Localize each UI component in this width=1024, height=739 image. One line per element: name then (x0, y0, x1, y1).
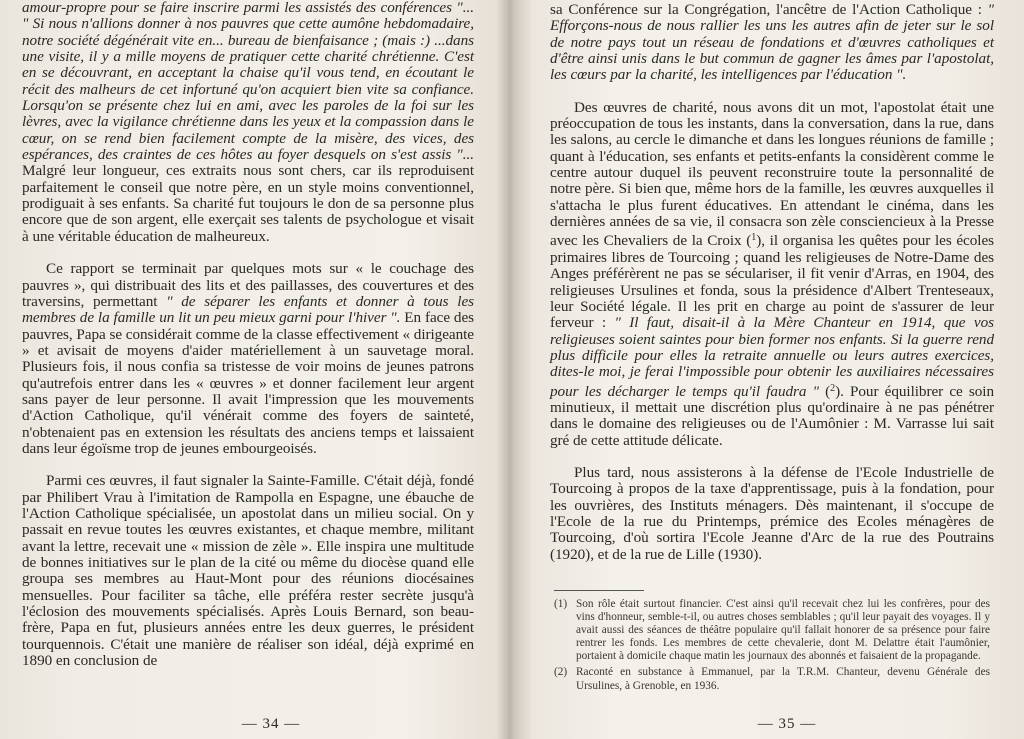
quoted-chanteur-text: " Il faut, disait-il à la Mère Chanteur en 1914, que vos religieuses soient saintes pour bien former nos enfants. Si la guerre rend plus difficile pour elles la retraite annuelle ou leurs autres exercices, dites-le moi, je ferai l'impossible pour obtenir les auxiliaires nécessaires pour les décharger le temps qu'il faudra " (550, 314, 994, 400)
left-paragraph-1 (22, 0, 474, 245)
footnote-ref-2: 2 (830, 382, 836, 394)
right-paragraph-2: Des œuvres de charité, nous avons dit un mot, l'apostolat était une préoccupation de tous les instants, dans la conversation, dans la rue, dans les salons, au cercle le dimanche et dans les longues réunions de famille ; quant à l'éducation, ses enfants et petits-enfants la considèrent comme le centre autour duquel ils peuvent reconstruire toute la personnalité de notre père. Si bien que, même hors de la famille, les œuvres auxquelles il s'attacha le plus furent éducatives. En attendant le cinéma, dans les dernières années de sa vie, il consacra son zèle consciencieux à la Presse avec les Chevaliers de la Croix ($^1$), il organisa les quêtes pour les écoles primaires libres de Tourcoing ; quand les religieuses de Notre-Dame des Anges préférèrent ne pas se séculariser, il fit venir d'Arras, en 1904, des religieuses Ursulines et fonda, sous la présidence d'Albert Trenteseaux, leur Société légale. Il les prit en charge au point de s'assurer de leur ferveur : " Il faut, disait-il à la Mère Chanteur en 1914, que vos religieuses soient saintes pour bien former nos enfants. Si la guerre rend plus difficile pour elles la retraite annuelle ou leurs autres exercices, dites-le moi, je ferai l'impossible pour obtenir les auxiliaires nécessaires pour les décharger le temps qu'il faudra " ($^2$). Pour équilibrer ce soin minutieux, il mettait une discrétion plus qu'ordinaire à ne pas pénétrer dans le domaine des religieuses ou de l'Aumônier : M. Varrasse lui sait gré de cette attitude délicate. (550, 98, 995, 449)
right-paragraph-1: sa Conférence sur la Congrégation, l'ancêtre de l'Action Catholique : " Efforçons-nous de nous rallier les uns les autres afin de jeter sur le sol de notre pays tout un réseau de fondations et d'œuvres catholiques et d'être ainsi unis dans le but commun de gagner les âmes par l'apostolat, les cœurs par la charité, les intelligences par l'éducation ". (550, 1, 994, 84)
right-page-body (550, 2, 994, 563)
left-page (0, 0, 502, 739)
footnote-2: (2) Raconté en substance à Emmanuel, par la T.R.M. Chanteur, devenu Générale des Ursulines, à Grenoble, en 1936. (554, 666, 990, 692)
footnote-ref-1: 1 (751, 232, 757, 244)
quoted-conference-text: " Efforçons-nous de nous rallier les uns les autres afin de jeter sur le sol de notre pays tout un réseau de fondations et d'œuvres catholiques et d'être ainsi unis dans le but commun de gagner les âmes par l'apostolat, les cœurs par la charité, les intelligences par l'éducation ". (550, 1, 994, 84)
left-paragraph-2: Ce rapport se terminait par quelques mots sur « le couchage des pauvres », qui distribuait des lits et des paillasses, des couvertures et des traversins, permettant " de séparer les enfants et donner à tous les membres de la famille un lit un peu mieux garni pour l'hiver ". En face des pauvres, Papa se considérait comme de la classe effectivement « dirigeante » et avisait de moyens d'aider matériellement à un sauvetage moral. Plusieurs fois, il nous confia sa tristesse de voir moins de jeunes patrons qu'autrefois entrer dans les « œuvres » et donner facilement leur argent sans payer de leur personne. Il avait l'impression que les mouvements d'Action Catholique, qu'il vénérait comme des foyers de sainteté, n'obtenaient pas en extension les résultats des anciens temps et laissaient dans leur égoïsme trop de jeunes embourgeoisés. (22, 260, 475, 457)
left-paragraph-3: Parmi ces œuvres, il faut signaler la Sainte-Famille. C'était déjà, fondé par Philibert Vrau à l'imitation de Rampolla en Espagne, une ébauche de l'Action Catholique spécialisée, un apostolat dans un milieu social. On y passait en revue toutes les œuvres existantes, et chaque membre, militant avant la lettre, recevait une « mission de zèle ». Elle inspira une multitude de bonnes initiatives sur le plan de la cité ou même du diocèse quand elle groupa ses membres au Haut-Mont pour des réunions diocésaines mensuelles. Pour faciliter sa tâche, elle préféra rester secrète jusqu'à l'éclosion des mouvements spécialisés. Après Louis Bernard, son beau-frère, Papa en fut, plusieurs années entre les deux guerres, le président tourquennois. C'était une manière de réaliser son idéal, déjà exprimé en 1890 en conclusion de (22, 472, 474, 670)
right-paragraph-3: Plus tard, nous assisterons à la défense de l'Ecole Industrielle de Tourcoing à propos de la taxe d'apprentissage, puis à la fondation, pour les ouvrières, des Instituts ménagers. Dès maintenant, il s'occupe de l'Ecole de la rue du Printemps, prémice des Ecoles ménagères de Tourcoing, d'où sortira l'Ecole Jeanne d'Arc de la rue des Poutrains (1920), et de la rue de Lille (1930). (550, 463, 994, 563)
footnote-divider (554, 590, 644, 591)
right-page (510, 0, 1024, 739)
commentary-text: Malgré leur longueur, ces extraits nous sont chers, car ils reproduisent parfaitement le conseil que notre père, en un style moins conventionnel, prodiguait à ses enfants. Sa charité fut toujours le don de sa personne plus encore que de son argent, elle exerçait ses talents de psychologue et visait à une véritable éducation de malheureux. (22, 162, 474, 245)
quoted-report-text: amour-propre pour se faire inscrire parmi les assistés des conférences "... " Si nous n'allions donner à nos pauvres que cette aumône hebdomadaire, notre société dégénérait vite en... bureau de bienfaisance ; (mais :) ...dans une visite, il y a mille moyens de pratiquer cette charité chrétienne. C'est en se découvrant, en acceptant la chaise qu'il vous tend, en écoutant le récit des malheurs de cet infortuné qu'on acquiert bien vite sa confiance. Lorsqu'on se présente chez lui en ami, avec les paroles de la foi sur les lèvres, avec la vigilance chrétienne dans les yeux et la compassion dans le cœur, on se rend bien facilement compte de la misère, des vices, des espérances, des craintes de ces hôtes au foyer desquels on s'est assis "... (22, 0, 474, 164)
footnote-1: (1) Son rôle était surtout financier. C'est ainsi qu'il recevait chez lui les confrères, pour des vins d'honneur, semble-t-il, ou autres choses semblables ; qu'il leur payait des voyages. Il y avait aussi des séances de théâtre populaire qu'il fallait honorer de sa présence pour faire rentrer les fonds. Les membres de cette chevalerie, dont M. Delattre était l'aumônier, portaient à domicile chaque matin les journaux des abonnés et faisaient de la propagande. (554, 598, 990, 663)
page-number-left: — 34 — (241, 716, 301, 732)
footnotes (554, 598, 990, 693)
page-number-right: — 35 — (757, 716, 817, 732)
left-page-body (22, 0, 474, 669)
quoted-couchage-text: " de séparer les enfants et donner à tous les membres de la famille un lit un peu mieux garni pour l'hiver ". (22, 292, 474, 327)
